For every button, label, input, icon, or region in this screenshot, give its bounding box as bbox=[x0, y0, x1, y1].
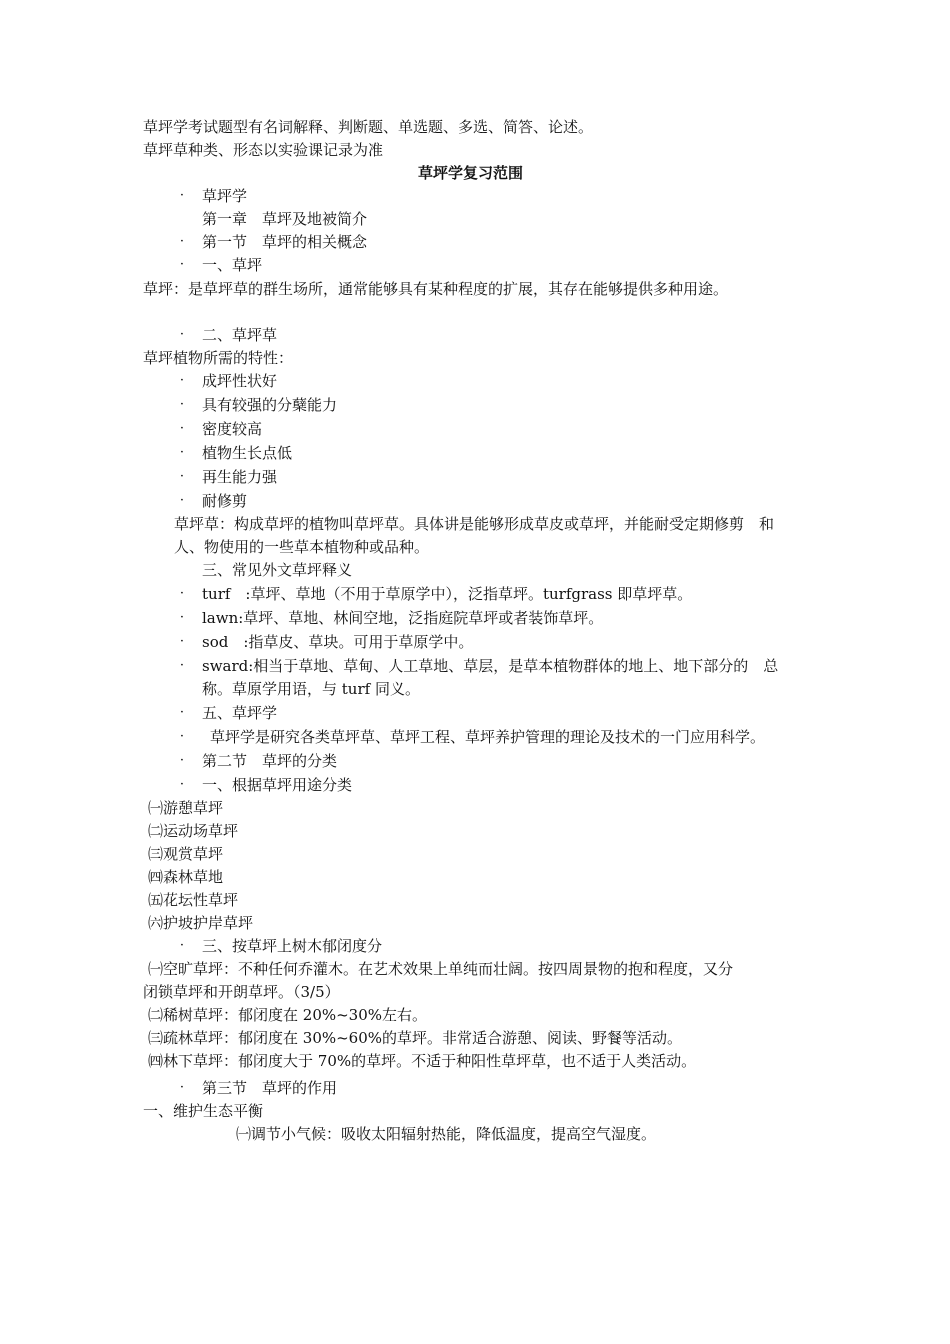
canopy-understory: ㈣林下草坪：郁闭度大于 70%的草坪。不适于种阳性草坪草，也不适于人类活动。 bbox=[148, 1052, 697, 1070]
chapter-heading: 第一章 草坪及地被简介 bbox=[202, 210, 368, 228]
intro-line-grass-species: 草坪草种类、形态以实验课记录为准 bbox=[143, 141, 384, 159]
bullet: · bbox=[179, 777, 185, 792]
trait-item: 植物生长点低 bbox=[202, 444, 293, 462]
bullet: · bbox=[179, 729, 185, 744]
traits-intro: 草坪植物所需的特性： bbox=[143, 349, 294, 367]
section-heading-2: 第二节 草坪的分类 bbox=[202, 752, 338, 770]
bullet: · bbox=[179, 634, 185, 649]
bullet: · bbox=[179, 421, 185, 436]
use-category: ㈥护坡护岸草坪 bbox=[148, 914, 254, 932]
bullet: · bbox=[179, 234, 185, 249]
term-sward-line-1: sward:相当于草地、草甸、人工草地、草层，是草本植物群体的地上、地下部分的 总 bbox=[202, 657, 779, 675]
use-category: ㈤花坛性草坪 bbox=[148, 891, 239, 909]
bullet: · bbox=[179, 373, 185, 388]
bullet: · bbox=[179, 753, 185, 768]
microclimate-item: ㈠调节小气候：吸收太阳辐射热能，降低温度，提高空气湿度。 bbox=[236, 1125, 657, 1143]
canopy-open-line-1: ㈠空旷草坪：不种任何乔灌木。在艺术效果上单纯而壮阔。按四周景物的抱和程度，又分 bbox=[148, 960, 734, 978]
subheading-lawn: 一、草坪 bbox=[202, 256, 263, 274]
subheading-ecology: 一、维护生态平衡 bbox=[143, 1102, 264, 1120]
term-sod: sod :指草皮、草块。可用于草原学中。 bbox=[202, 633, 474, 651]
trait-item: 具有较强的分蘖能力 bbox=[202, 396, 338, 414]
bullet: · bbox=[179, 257, 185, 272]
use-category: ㈢观赏草坪 bbox=[148, 845, 224, 863]
document-title: 草坪学复习范围 bbox=[418, 164, 524, 182]
trait-item: 密度较高 bbox=[202, 420, 263, 438]
bullet: · bbox=[179, 658, 185, 673]
bullet: · bbox=[179, 493, 185, 508]
bullet: · bbox=[179, 938, 185, 953]
canopy-sparse-tree: ㈡稀树草坪：郁闭度在 20%~30%左右。 bbox=[148, 1006, 428, 1024]
section-heading-3: 第三节 草坪的作用 bbox=[202, 1079, 338, 1097]
intro-line-exam-types: 草坪学考试题型有名词解释、判断题、单选题、多选、简答、论述。 bbox=[143, 118, 594, 136]
bullet: · bbox=[179, 397, 185, 412]
term-lawn: lawn:草坪、草地、林间空地，泛指庭院草坪或者装饰草坪。 bbox=[202, 609, 604, 627]
subheading-by-canopy: 三、按草坪上树木郁闭度分 bbox=[202, 937, 383, 955]
trait-item: 再生能力强 bbox=[202, 468, 278, 486]
turf-science-definition: 草坪学是研究各类草坪草、草坪工程、草坪养护管理的理论及技术的一门应用科学。 bbox=[210, 728, 766, 746]
bullet: · bbox=[179, 1080, 185, 1095]
lawn-definition: 草坪：是草坪草的群生场所，通常能够具有某种程度的扩展，其存在能够提供多种用途。 bbox=[143, 280, 729, 298]
canopy-open-woodland: ㈢疏林草坪：郁闭度在 30%~60%的草坪。非常适合游憩、阅读、野餐等活动。 bbox=[148, 1029, 683, 1047]
turfgrass-definition-line-2: 人、物使用的一些草本植物种或品种。 bbox=[174, 538, 430, 556]
bullet: · bbox=[179, 445, 185, 460]
bullet: · bbox=[179, 469, 185, 484]
turfgrass-definition-line-1: 草坪草：构成草坪的植物叫草坪草。具体讲是能够形成草皮或草坪，并能耐受定期修剪 和 bbox=[174, 515, 775, 533]
section-heading-1: 第一节 草坪的相关概念 bbox=[202, 233, 368, 251]
trait-item: 耐修剪 bbox=[202, 492, 248, 510]
item-turfgrass-science: 草坪学 bbox=[202, 187, 248, 205]
bullet: · bbox=[179, 610, 185, 625]
subheading-by-use: 一、根据草坪用途分类 bbox=[202, 776, 353, 794]
term-sward-line-2: 称。草原学用语，与 turf 同义。 bbox=[202, 680, 420, 698]
bullet: · bbox=[179, 586, 185, 601]
use-category: ㈡运动场草坪 bbox=[148, 822, 239, 840]
trait-item: 成坪性状好 bbox=[202, 372, 278, 390]
subheading-turf-science: 五、草坪学 bbox=[202, 704, 278, 722]
canopy-open-line-2: 闭锁草坪和开朗草坪。（3/5） bbox=[143, 983, 340, 1001]
bullet: · bbox=[179, 327, 185, 342]
subheading-turfgrass: 二、草坪草 bbox=[202, 326, 278, 344]
subheading-foreign-terms: 三、常见外文草坪释义 bbox=[202, 561, 353, 579]
use-category: ㈠游憩草坪 bbox=[148, 799, 224, 817]
bullet: · bbox=[179, 188, 185, 203]
use-category: ㈣森林草地 bbox=[148, 868, 224, 886]
term-turf: turf :草坪、草地（不用于草原学中），泛指草坪。turfgrass 即草坪草。 bbox=[202, 585, 693, 603]
bullet: · bbox=[179, 705, 185, 720]
